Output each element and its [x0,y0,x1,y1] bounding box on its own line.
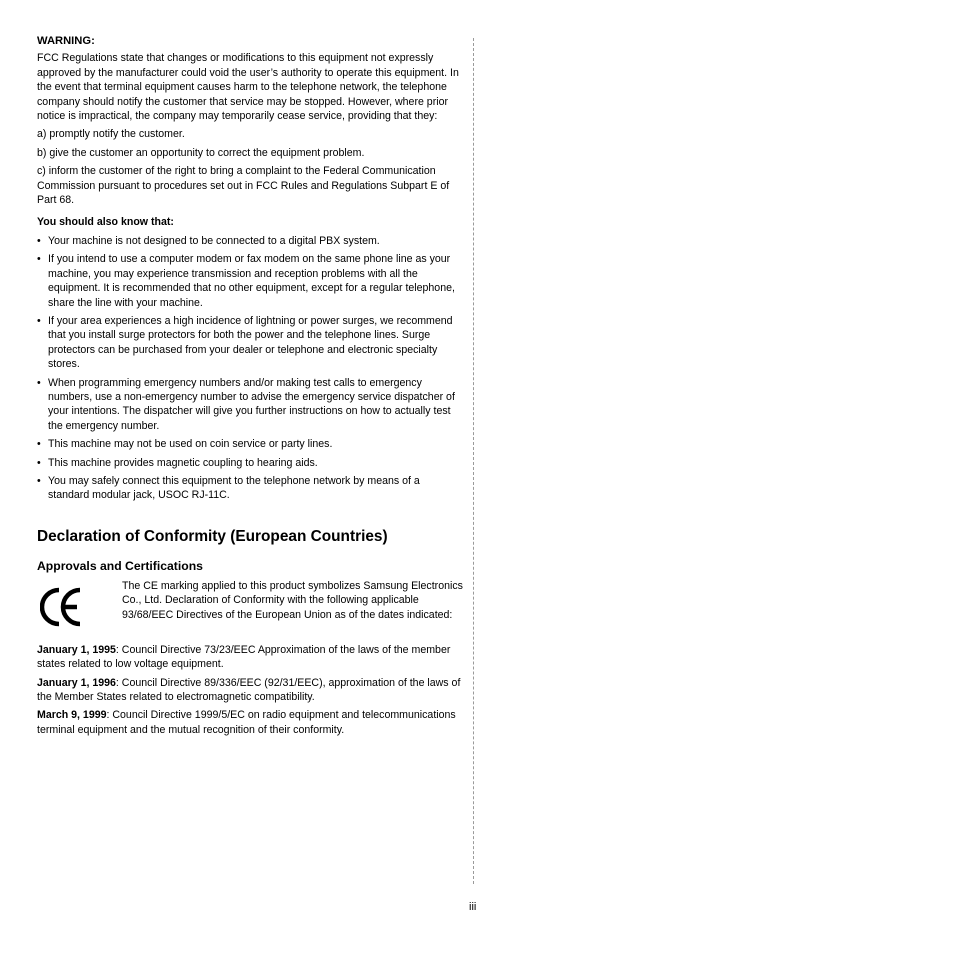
list-item-text: This machine provides magnetic coupling to hearing aids. [48,456,318,469]
list-item-text: If you intend to use a computer modem or fax modem on the same phone line as your machine, you may experience transmission and reception problems with all the equipment. It is recommended that no other equipment, except for a regular telephone, share the line with your machine. [48,253,455,309]
warning-item-c: c) inform the customer of the right to bring a complaint to the Federal Communication Commission pursuant to procedures set out in FCC Rules and Regulations Subpart E of Part 68. [37,165,450,207]
directive-date: January 1, 1995 [37,643,116,656]
warning-item-a: a) promptly notify the customer. [37,128,185,141]
list-item [37,456,463,470]
directive-1999 [37,708,463,737]
directive-text: : Council Directive 73/23/EEC Approximation of the laws of the member states related to low voltage equipment. [37,643,451,671]
bullet-icon: • [37,314,41,327]
list-item-text: This machine may not be used on coin service or party lines. [48,438,333,451]
directive-date: March 9, 1999 [37,709,107,722]
directive-1995 [37,643,463,672]
bullet-icon: • [37,474,41,487]
ce-description: The CE marking applied to this product symbolizes Samsung Electronics Co., Ltd. Declaration of Conformity with the following applicable 93/68/EEC Directives of the European Union as of the dates indicated: [122,579,463,621]
list-item-text: When programming emergency numbers and/or making test calls to emergency numbers, use a non-emergency number to advise the emergency service dispatcher of your intentions. The dispatcher will give you further instructions on how to actually test the emergency number. [48,376,455,432]
warning-heading: WARNING: [37,35,95,47]
bullet-icon: • [37,456,41,469]
approvals-heading: Approvals and Certifications [37,558,203,573]
list-item [37,314,463,372]
declaration-heading: Declaration of Conformity (European Countries) [37,527,388,545]
list-item-text: If your area experiences a high incidence of lightning or power surges, we recommend that you install surge protectors for both the power and the telephone lines. Surge protectors can be purchased from your dealer or telephone and electronic specialty stores. [48,314,453,371]
list-item [37,474,463,503]
ce-block [37,579,463,639]
list-item [37,252,463,310]
warning-intro: FCC Regulations state that changes or modifications to this equipment not expressly approved by the manufacturer could void the user’s authority to operate this equipment. In the event that terminal equipment causes harm to the telephone network, the telephone company should notify the customer that service may be stopped. However, where prior notice is impractical, the company may temporarily cease service, providing that they: [37,52,459,123]
directive-date: January 1, 1996 [37,676,116,689]
list-item [37,437,463,451]
list-item-text: Your machine is not designed to be connected to a digital PBX system. [48,234,380,247]
directive-text: : Council Directive 1999/5/EC on radio equipment and telecommunications terminal equipment and the mutual recognition of their conformity. [37,709,456,736]
list-item [37,376,463,434]
bullet-icon: • [37,376,41,389]
list-item [37,234,463,248]
list-item-text: You may safely connect this equipment to the telephone network by means of a standard modular jack, USOC RJ-11C. [48,474,420,502]
bullet-icon: • [37,253,41,266]
ce-mark-icon [40,586,82,628]
bullet-icon: • [37,234,41,247]
directive-text: : Council Directive 89/336/EEC (92/31/EEC), approximation of the laws of the Member States related to electromagnetic compatibility. [37,676,461,703]
page-number: iii [469,901,477,913]
bullet-icon: • [37,438,41,451]
also-know-list [37,234,463,503]
column-divider [473,38,474,884]
also-know-heading: You should also know that: [37,216,174,229]
warning-item-b: b) give the customer an opportunity to correct the equipment problem. [37,146,365,159]
directive-1996 [37,676,463,705]
left-column [37,34,463,741]
